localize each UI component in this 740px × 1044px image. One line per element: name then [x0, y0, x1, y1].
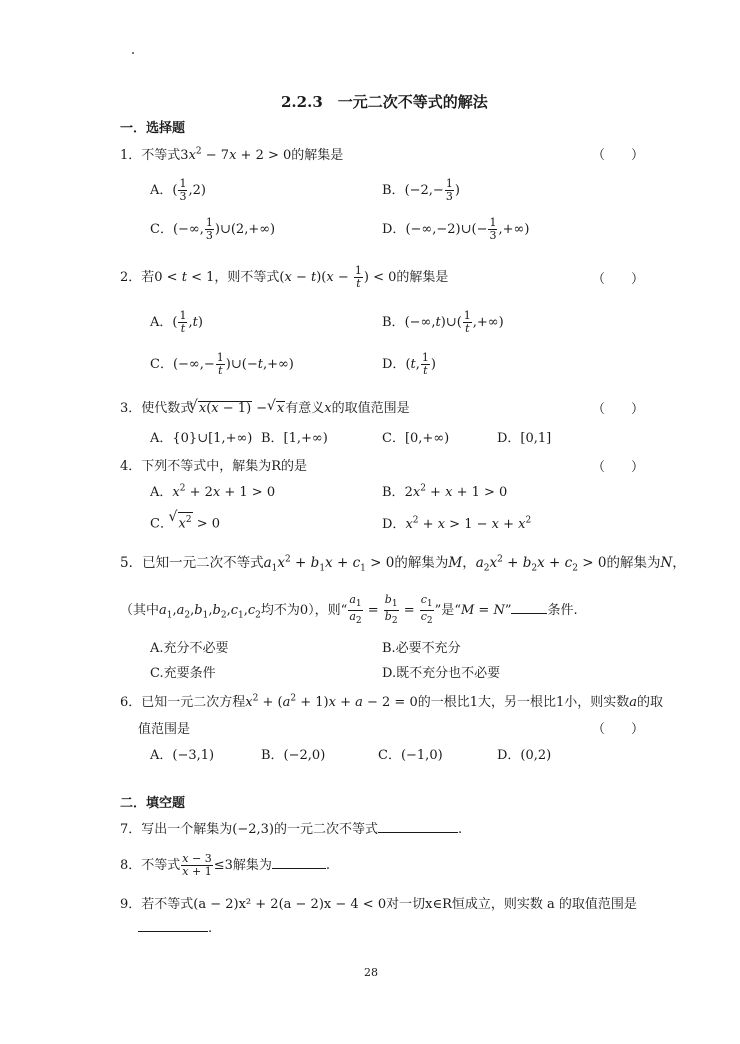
q5-option-c: C.充要条件 [150, 666, 216, 681]
q3-option-c: C．[0,+∞) [382, 431, 450, 446]
q3-option-b: B．[1,+∞) [261, 431, 328, 446]
q6-option-a: A．(−3,1) [150, 748, 215, 763]
q2-option-a: A．( $\frac{1}{t}$ ,t) [150, 309, 203, 335]
question-6-line2: 值范围是 [138, 722, 191, 737]
q3-option-a: A．{0}∪[1,+∞) [150, 431, 253, 446]
section-heading-choice: 一．选择题 [120, 121, 186, 136]
question-9: 9．若不等式(a − 2)x² + 2(a − 2)x − 4 < 0对一切x∈R恒成立，则实数 a 的取值范围是 [120, 897, 637, 912]
question-6-stem: 6．已知一元二次方程$x^2 + (a^2 + 1)x + a - 2 = 0$的一根比1大，另一根比1小，则实数a的取 [120, 693, 664, 710]
question-3-stem: 3．使代数式 √ x(x − 1) − √ x有意义x的取值范围是 [120, 397, 410, 416]
q5-option-d: D.既不充分也不必要 [382, 666, 501, 681]
answer-paren: （ ） [592, 722, 645, 737]
question-8: 8．不等式 $\frac{x - 3}{x + 1}$ ≤3解集为 . [120, 852, 331, 878]
question-5-line2: （其中$a_1,a_2,b_1,b_2,c_1,c_2$均不为0），则“ $\frac{a_1}{a_2}$ = $\frac{b_1}{b_2}$ = $\frac{c_1}{c_2}$ ”是“M = N” 条件. [120, 593, 578, 627]
question-9-blank-line: . [138, 921, 212, 936]
answer-paren: （ ） [592, 402, 645, 417]
q1-option-b: B．(−2,− $\frac{1}{3}$ ) [382, 177, 460, 203]
q1-option-d: D．(−∞,−2)∪(− $\frac{1}{3}$ ,+∞) [382, 216, 530, 242]
q3-option-d: D．[0,1] [497, 431, 552, 446]
page-title: 2.2.3 一元二次不等式的解法 [281, 93, 488, 111]
q6-option-d: D．(0,2) [497, 748, 552, 763]
q4-option-c: C． √ $x^2 > 0$ [150, 512, 220, 531]
page-number: 28 [364, 966, 378, 979]
q1-option-a: A．( $\frac{1}{3}$ ,2) [150, 177, 206, 203]
q5-option-a: A.充分不必要 [150, 641, 229, 656]
q4-option-d: D．$x^2 + x > 1 - x + x^2$ [382, 515, 532, 532]
question-2-stem: 2．若0 < t < 1，则不等式(x − t)(x − $\frac{1}{t}$ ) < 0的解集是 [120, 264, 449, 290]
q4-option-b: B．$2x^2 + x + 1 > 0$ [382, 483, 508, 500]
question-5-stem: 5．已知一元二次不等式$a_1x^2 + b_1x + c_1 > 0$的解集为M，$a_2x^2 + b_2x + c_2 > 0$的解集为N， [120, 554, 686, 574]
answer-paren: （ ） [592, 272, 645, 287]
answer-paren: （ ） [592, 148, 645, 163]
q2-option-b: B．(−∞,t)∪( $\frac{1}{t}$ ,+∞) [382, 309, 504, 335]
question-1-stem: 1．不等式$3x^2 - 7x + 2 > 0$的解集是 [120, 146, 344, 163]
answer-blank[interactable] [272, 868, 326, 869]
q1-option-c: C．(−∞, $\frac{1}{3}$ )∪(2,+∞) [150, 216, 276, 242]
q2-option-c: C．(−∞,− $\frac{1}{t}$ )∪(−t,+∞) [150, 351, 294, 377]
q4-option-a: A．$x^2 + 2x + 1 > 0$ [150, 483, 276, 500]
q6-option-b: B．(−2,0) [261, 748, 326, 763]
q6-option-c: C．(−1,0) [378, 748, 443, 763]
answer-paren: （ ） [592, 460, 645, 475]
q2-option-d: D．(t, $\frac{1}{t}$ ) [382, 351, 436, 377]
q5-option-b: B.必要不充分 [382, 641, 461, 656]
answer-blank[interactable] [378, 832, 458, 833]
question-7: 7．写出一个解集为(−2,3)的一元二次不等式 . [120, 822, 463, 837]
question-4-stem: 4．下列不等式中，解集为R的是 [120, 459, 308, 474]
answer-blank[interactable] [138, 931, 208, 932]
section-heading-fill: 二．填空题 [120, 796, 186, 811]
scan-speck [132, 52, 134, 54]
